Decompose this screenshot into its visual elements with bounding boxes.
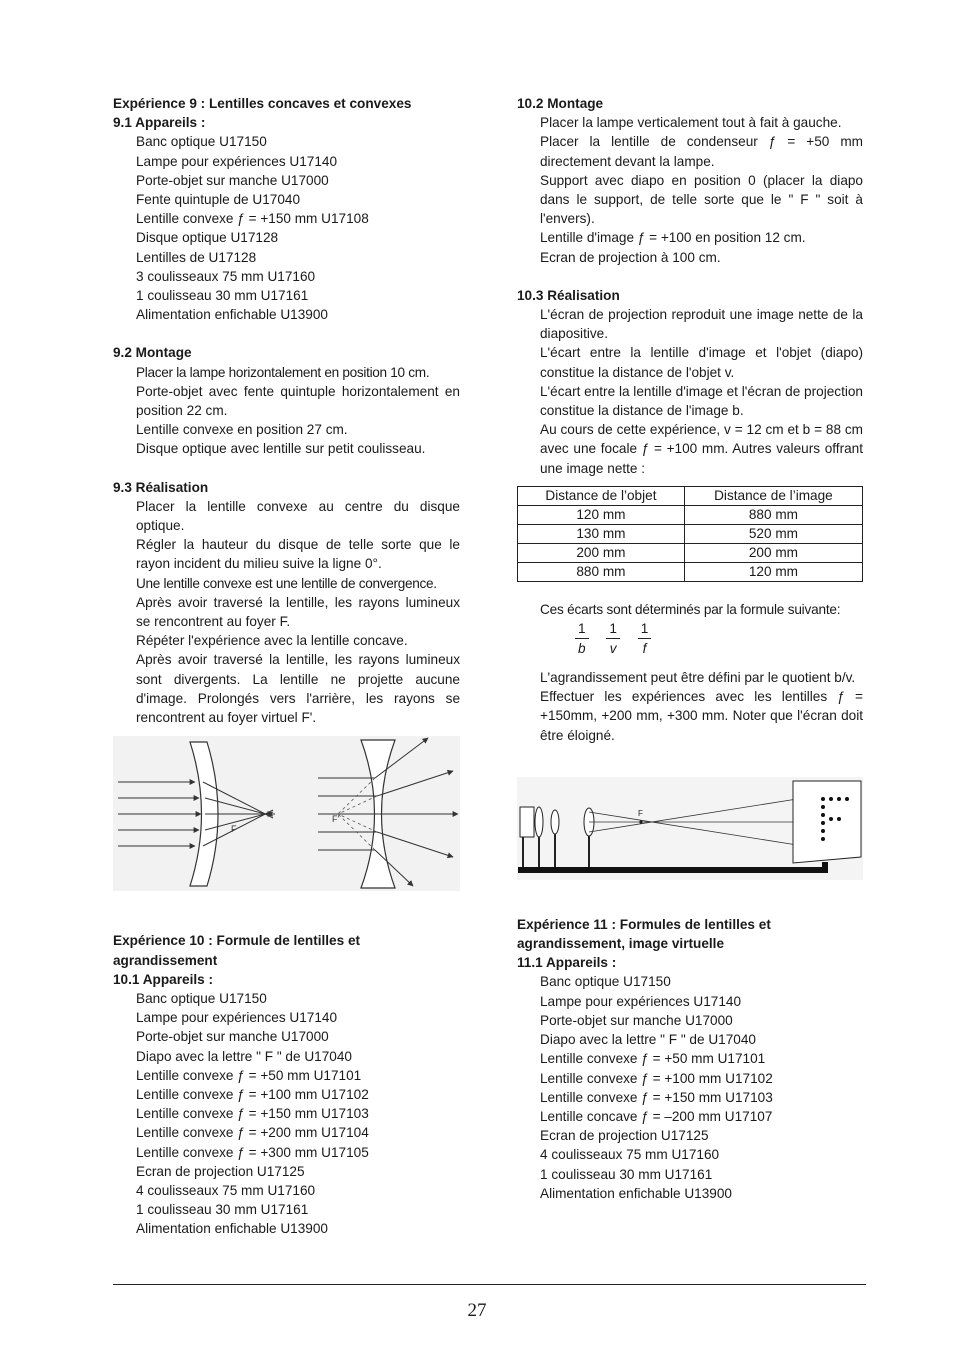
list-item: 1 coulisseau 30 mm U17161 xyxy=(136,1202,309,1218)
exp10-realisation-heading: 10.3 Réalisation xyxy=(517,287,620,303)
paragraph: Effectuer les expériences avec les lentilles ƒ = +150mm, +200 mm, +300 mm. Noter que l'écran doit être éloigné. xyxy=(540,689,863,743)
list-item: Lentille convexe ƒ = +100 mm U17102 xyxy=(540,1070,773,1086)
list-item: Placer la lampe verticalement tout à fait à gauche. xyxy=(540,115,842,131)
list-item: Lentille convexe ƒ = +150 mm U17103 xyxy=(540,1089,773,1105)
list-item: Placer la lampe horizontalement en position 10 cm. xyxy=(136,364,430,380)
exp9-realisation-heading: 9.3 Réalisation xyxy=(113,479,209,495)
list-item: Alimentation enfichable U13900 xyxy=(136,307,328,323)
list-item: Lentille convexe ƒ = +150 mm U17103 xyxy=(136,1106,369,1122)
right-column xyxy=(517,94,863,1203)
list-item: Lampe pour expériences U17140 xyxy=(540,993,742,1009)
table-cell: 880 mm xyxy=(518,562,685,581)
footer-rule xyxy=(113,1284,866,1285)
list-item: Porte-objet sur manche U17000 xyxy=(540,1012,733,1028)
list-item: Alimentation enfichable U13900 xyxy=(136,1221,328,1237)
exp9-montage-heading: 9.2 Montage xyxy=(113,345,192,361)
list-item: Placer la lentille de condenseur ƒ = +50 mm directement devant la lampe. xyxy=(540,134,863,169)
paragraph: L'agrandissement peut être défini par le quotient b/v. xyxy=(540,670,856,686)
exp11-title: Expérience 11 : Formules de lentilles et agrandissement, image virtuelle xyxy=(517,916,771,952)
paragraph: Répéter l'expérience avec la lentille concave. xyxy=(136,633,408,649)
paragraph: Placer la lentille convexe au centre du disque optique. xyxy=(136,498,460,534)
paragraph: Après avoir traversé la lentille, les rayons lumineux se rencontrent au foyer F. xyxy=(136,594,460,630)
table-cell: 120 mm xyxy=(684,562,862,581)
formula-block xyxy=(517,600,863,745)
list-item: Ecran de projection à 100 cm. xyxy=(540,249,721,265)
page-number: 27 xyxy=(467,1300,487,1321)
list-item: 4 coulisseaux 75 mm U17160 xyxy=(136,1182,316,1198)
list-item: Support avec diapo en position 0 (placer la diapo dans le support, de telle sorte que le " F " soit à l'envers). xyxy=(540,172,863,227)
exp9-montage-list xyxy=(113,363,460,459)
list-item: Ecran de projection U17125 xyxy=(136,1163,305,1179)
table-header-cell: Distance de l’image xyxy=(684,486,862,505)
table-cell: 520 mm xyxy=(684,524,862,543)
exp10-appareils-list xyxy=(113,989,460,1239)
list-item: Lentille convexe ƒ = +150 mm U17108 xyxy=(136,211,369,227)
list-item: Diapo avec la lettre " F " de U17040 xyxy=(136,1048,352,1064)
list-item: 1 coulisseau 30 mm U17161 xyxy=(540,1166,713,1182)
left-column xyxy=(113,94,460,1239)
list-item: Lentilles de U17128 xyxy=(136,249,257,265)
table-row xyxy=(518,524,863,543)
list-item: Ecran de projection U17125 xyxy=(540,1128,709,1144)
paragraph: Après avoir traversé la lentille, les rayons lumineux sont divergents. La lentille ne projette aucune d'image. Prolongés vers l'arrière, les rayons se rencontrent au foyer virtuel F'. xyxy=(136,652,460,726)
list-item: Banc optique U17150 xyxy=(136,134,267,150)
exp9-appareils-list xyxy=(113,132,460,324)
list-item: 1 coulisseau 30 mm U17161 xyxy=(136,288,309,304)
virtual-focal-point-label: F' xyxy=(332,814,340,825)
paragraph: L'écart entre la lentille d'image et l'écran de projection constitue la distance de l'image b. xyxy=(540,383,863,419)
exp9-realisation-text xyxy=(113,497,460,727)
lens-formula xyxy=(540,619,863,658)
list-item: Lentille d'image ƒ = +100 en position 12 cm. xyxy=(540,230,806,246)
exp10-appareils-heading: 10.1 Appareils : xyxy=(113,971,213,987)
exp11-appareils-heading: 11.1 Appareils : xyxy=(517,955,617,971)
fraction: $\frac{1}{b}$ xyxy=(575,619,589,658)
formula-intro: Ces écarts sont déterminés par la formule suivante: xyxy=(540,601,841,617)
paragraph: L'écart entre la lentille d'image et l'objet (diapo) constitue la distance de l'objet v. xyxy=(540,345,863,380)
table-cell: 130 mm xyxy=(518,524,685,543)
exp9-title: Expérience 9 : Lentilles concaves et convexes xyxy=(113,96,412,111)
list-item: Alimentation enfichable U13900 xyxy=(540,1185,732,1201)
table-row xyxy=(518,505,863,524)
table-cell: 200 mm xyxy=(684,543,862,562)
table-header-row xyxy=(518,486,863,505)
list-item: Banc optique U17150 xyxy=(136,990,267,1006)
list-item: Lentille convexe ƒ = +200 mm U17104 xyxy=(136,1125,369,1141)
list-item: Lentille convexe ƒ = +50 mm U17101 xyxy=(540,1051,766,1067)
exp10-montage-list xyxy=(517,113,863,267)
table-header-cell: Distance de l’objet xyxy=(518,486,685,505)
lens-ray-diagram xyxy=(113,736,460,891)
list-item: Lentille convexe ƒ = +50 mm U17101 xyxy=(136,1067,362,1083)
list-item: Banc optique U17150 xyxy=(540,974,671,990)
fraction: $\frac{1}{f}$ xyxy=(638,619,652,658)
list-item: Disque optique avec lentille sur petit coulisseau. xyxy=(136,441,426,457)
list-item: Lentille convexe ƒ = +300 mm U17105 xyxy=(136,1144,369,1160)
list-item: Lampe pour expériences U17140 xyxy=(136,1010,338,1026)
paragraph: Régler la hauteur du disque de telle sorte que le rayon incident du milieu suive la ligne 0°. xyxy=(136,537,460,572)
table-row xyxy=(518,543,863,562)
list-item: Lentille convexe en position 27 cm. xyxy=(136,422,348,438)
exp9-appareils-heading: 9.1 Appareils : xyxy=(113,115,206,131)
list-item: Disque optique U17128 xyxy=(136,230,279,246)
exp10-title: Expérience 10 : Formule de lentilles et agrandissement xyxy=(113,933,361,968)
list-item: Diapo avec la lettre " F " de U17040 xyxy=(540,1032,756,1048)
exp11-appareils-list xyxy=(517,972,863,1202)
table-cell: 120 mm xyxy=(518,505,685,524)
list-item: Porte-objet sur manche U17000 xyxy=(136,172,329,188)
list-item: Porte-objet avec fente quintuple horizontalement en position 22 cm. xyxy=(136,383,460,419)
list-item: Lentille convexe ƒ = +100 mm U17102 xyxy=(136,1086,369,1102)
table-cell: 200 mm xyxy=(518,543,685,562)
projection-setup-figure xyxy=(517,777,863,880)
list-item: Lampe pour expériences U17140 xyxy=(136,153,338,169)
list-item: Porte-objet sur manche U17000 xyxy=(136,1029,329,1045)
table-row xyxy=(518,562,863,581)
paragraph: L'écran de projection reproduit une image nette de la diapositive. xyxy=(540,307,863,342)
fraction: $\frac{1}{v}$ xyxy=(606,619,620,658)
paragraph: Au cours de cette expérience, v = 12 cm et b = 88 cm avec une focale ƒ = +100 mm. Autres valeurs offrant une image nette : xyxy=(540,422,863,476)
list-item: Fente quintuple de U17040 xyxy=(136,192,301,208)
exp10-realisation-text xyxy=(517,305,863,478)
paragraph: Une lentille convexe est une lentille de convergence. xyxy=(136,575,437,591)
list-item: Lentille concave ƒ = –200 mm U17107 xyxy=(540,1108,773,1124)
focal-point-label: F xyxy=(638,808,643,818)
focal-point-label: F xyxy=(231,824,237,835)
list-item: 4 coulisseaux 75 mm U17160 xyxy=(540,1147,720,1163)
distance-table xyxy=(517,486,863,582)
table-cell: 880 mm xyxy=(684,505,862,524)
list-item: 3 coulisseaux 75 mm U17160 xyxy=(136,268,316,284)
exp10-montage-heading: 10.2 Montage xyxy=(517,96,604,111)
